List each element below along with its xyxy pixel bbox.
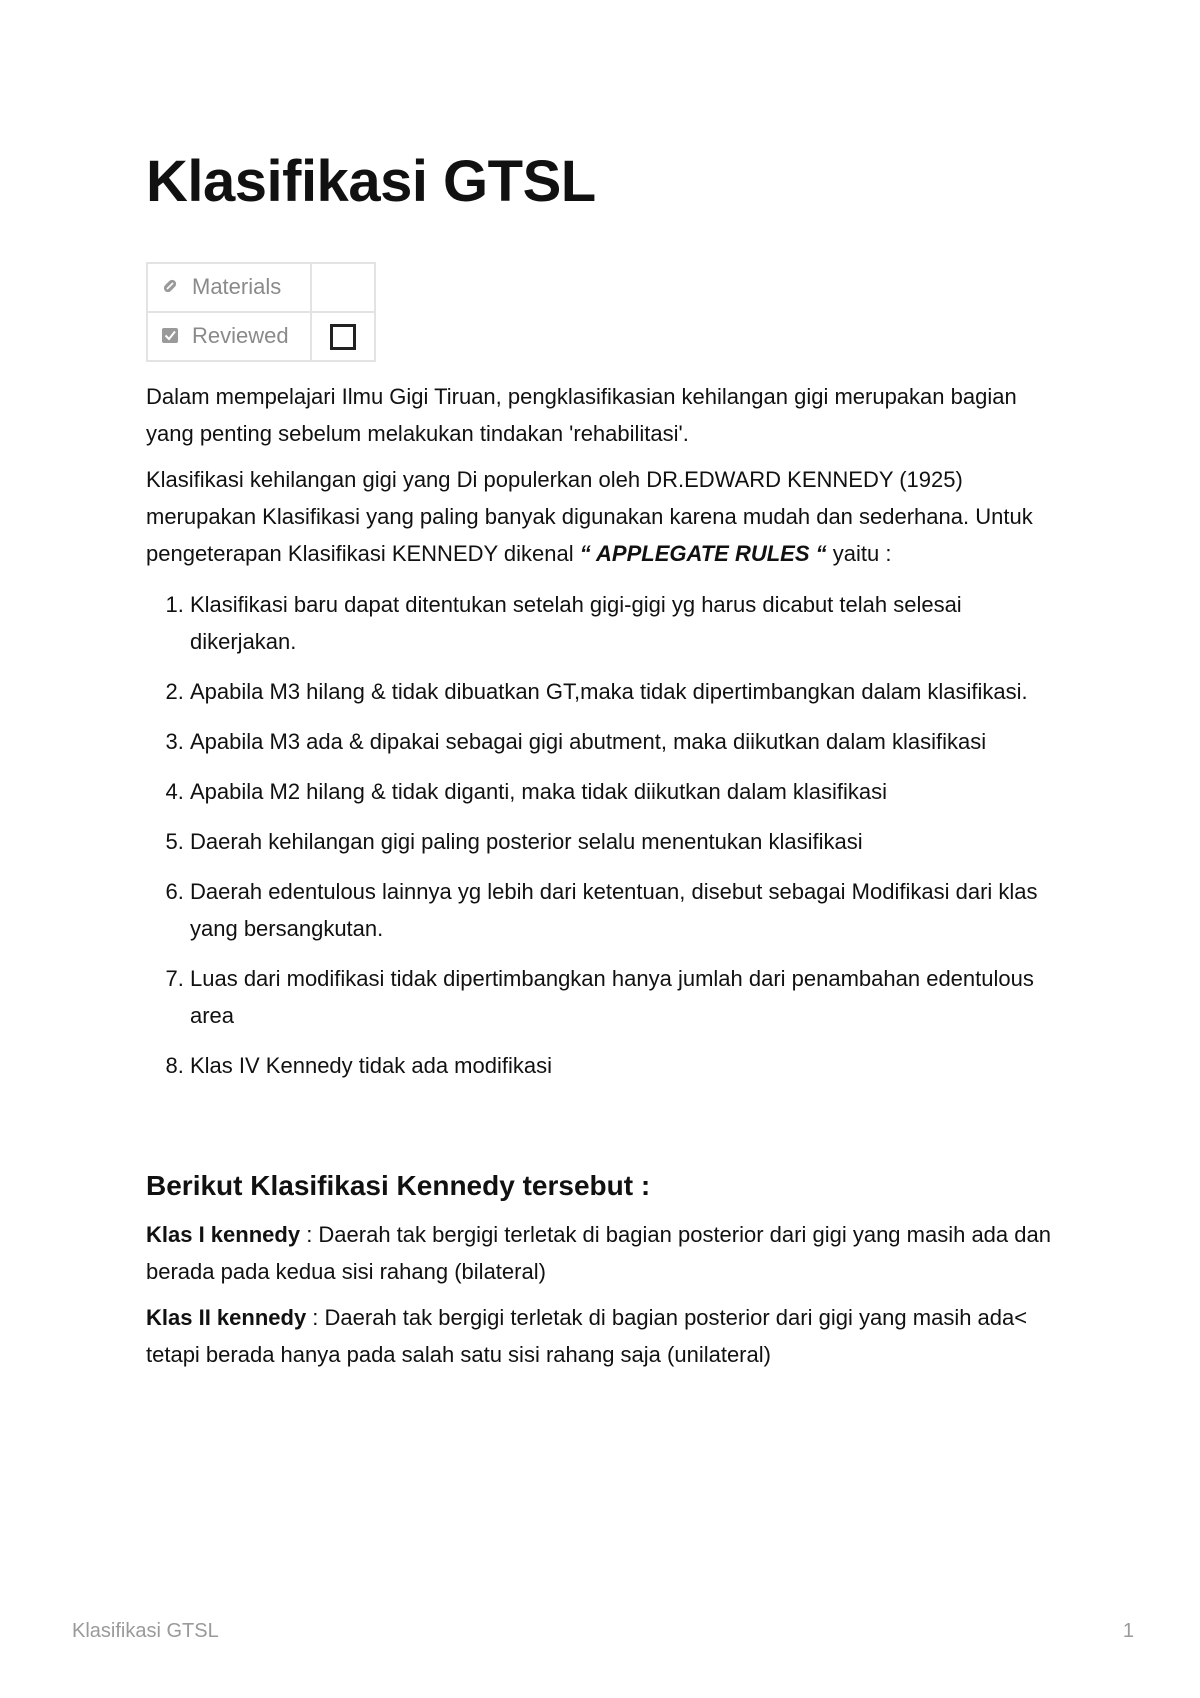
list-item: 6. Daerah edentulous lainnya yg lebih dari ketentuan, disebut sebagai Modifikasi dari klas yang bersangkutan. (190, 873, 1066, 947)
page-number: 1 (1122, 1620, 1134, 1642)
list-item: 5. Daerah kehilangan gigi paling posterior selalu menentukan klasifikasi (190, 823, 1066, 860)
property-value-reviewed (311, 312, 375, 361)
class-label: Klas II kennedy (146, 1305, 307, 1330)
class-paragraph (146, 1216, 1066, 1290)
checkbox-icon (160, 325, 182, 351)
applegate-rules-list (146, 586, 1066, 1084)
property-row-reviewed (147, 312, 375, 361)
class-description: : Daerah tak bergigi terletak di bagian posterior dari gigi yang masih ada dan berada pada kedua sisi rahang (bilateral) (146, 1222, 1051, 1284)
list-item: 8. Klas IV Kennedy tidak ada modifikasi (190, 1047, 1066, 1084)
class-description: : Daerah tak bergigi terletak di bagian posterior dari gigi yang masih ada< tetapi berada hanya pada salah satu sisi rahang saja (unilateral) (146, 1305, 1028, 1367)
document-body (146, 378, 1066, 1382)
property-key-materials (147, 263, 311, 312)
reviewed-checkbox[interactable] (330, 324, 356, 350)
class-paragraph (146, 1299, 1066, 1373)
page-title: Klasifikasi GTSL (146, 149, 596, 214)
intro-paragraph: Dalam mempelajari Ilmu Gigi Tiruan, pengklasifikasian kehilangan gigi merupakan bagian yang penting sebelum melakukan tindakan 'rehabilitasi'. (146, 384, 1017, 446)
property-row-materials (147, 263, 375, 312)
footer-title: Klasifikasi GTSL (72, 1620, 219, 1642)
list-item: 1. Klasifikasi baru dapat ditentukan setelah gigi-gigi yg harus dicabut telah selesai dikerjakan. (190, 586, 1066, 660)
property-label: Reviewed (192, 322, 289, 348)
properties-table (146, 262, 376, 362)
paperclip-icon (160, 276, 182, 302)
list-item: 3. Apabila M3 ada & dipakai sebagai gigi abutment, maka diikutkan dalam klasifikasi (190, 723, 1066, 760)
intro-text: yaitu : (826, 541, 892, 566)
intro-text: Klasifikasi kehilangan gigi yang Di populerkan oleh DR.EDWARD KENNEDY (1925) merupakan Klasifikasi yang paling banyak digunakan karena mudah dan sederhana. Untuk pengeterapan Klasifikasi KENNEDY dikenal (146, 467, 1033, 566)
list-item: 4. Apabila M2 hilang & tidak diganti, maka tidak diikutkan dalam klasifikasi (190, 773, 1066, 810)
property-value-materials[interactable] (311, 263, 375, 312)
list-item: 2. Apabila M3 hilang & tidak dibuatkan GT,maka tidak dipertimbangkan dalam klasifikasi. (190, 673, 1066, 710)
property-key-reviewed (147, 312, 311, 361)
property-label: Materials (192, 273, 282, 299)
list-item: 7. Luas dari modifikasi tidak dipertimbangkan hanya jumlah dari penambahan edentulous area (190, 960, 1066, 1034)
class-label: Klas I kennedy (146, 1222, 301, 1247)
applegate-rules-emphasis: “ APPLEGATE RULES “ (579, 541, 827, 566)
intro-paragraph (146, 461, 1066, 572)
section-heading: Berikut Klasifikasi Kennedy tersebut : (146, 1170, 651, 1201)
